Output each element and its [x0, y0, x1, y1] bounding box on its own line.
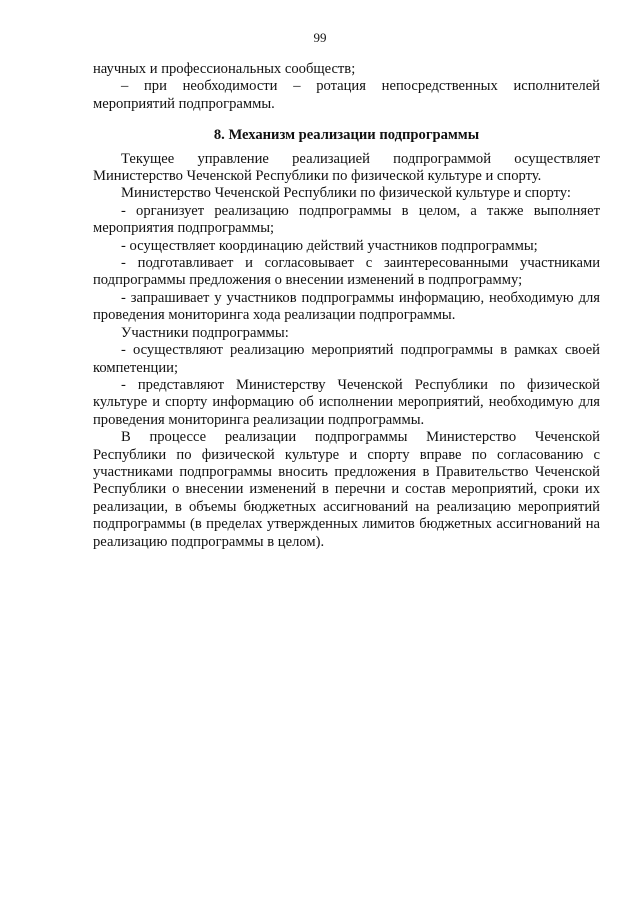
paragraph: - организует реализацию подпрограммы в целом, а также выполняет мероприятия подпрограммы; — [93, 202, 600, 237]
section-title: 8. Механизм реализации подпрограммы — [213, 127, 480, 144]
paragraph: Участники подпрограммы: — [121, 324, 289, 341]
paragraph: Министерство Чеченской Республики по физической культуре и спорту: — [121, 185, 571, 202]
paragraph: - осуществляют реализацию мероприятий подпрограммы в рамках своей компетенции; — [93, 342, 600, 376]
paragraph: - представляют Министерству Чеченской Республики по физической культуре и спорту информацию об исполнении мероприятий, необходимую для проведения мониторинга реализации подпрограммы. — [93, 376, 600, 428]
paragraph: - запрашивает у участников подпрограммы информацию, необходимую для проведения мониторинга хода реализации подпрограммы. — [93, 289, 600, 324]
paragraph: – при необходимости – ротация непосредственных исполнителей мероприятий подпрограммы. — [93, 78, 600, 112]
paragraph: Текущее управление реализацией подпрограммой осуществляет Министерство Чеченской Республики по физической культуре и спорту. — [93, 150, 600, 185]
page-number: 99 — [313, 30, 327, 45]
paragraph: В процессе реализации подпрограммы Министерство Чеченской Республики по физической культуре и спорту вправе по согласованию с участниками подпрограммы вносить предложения в Правительство Чеченской Республики о внесении изменений в перечни и состав мероприятий, сроки их реализации, в объемы бюджетных ассигнований на реализацию мероприятий подпрограммы (в пределах утвержденных лимитов бюджетных ассигнований на реализацию подпрограммы в целом). — [93, 429, 600, 550]
paragraph: научных и профессиональных сообществ; — [93, 61, 356, 77]
paragraph: - подготавливает и согласовывает с заинтересованными участниками подпрограммы предложения о внесении изменений в подпрограмму; — [93, 255, 600, 289]
document-body — [93, 61, 600, 551]
paragraph: - осуществляет координацию действий участников подпрограммы; — [121, 237, 538, 254]
